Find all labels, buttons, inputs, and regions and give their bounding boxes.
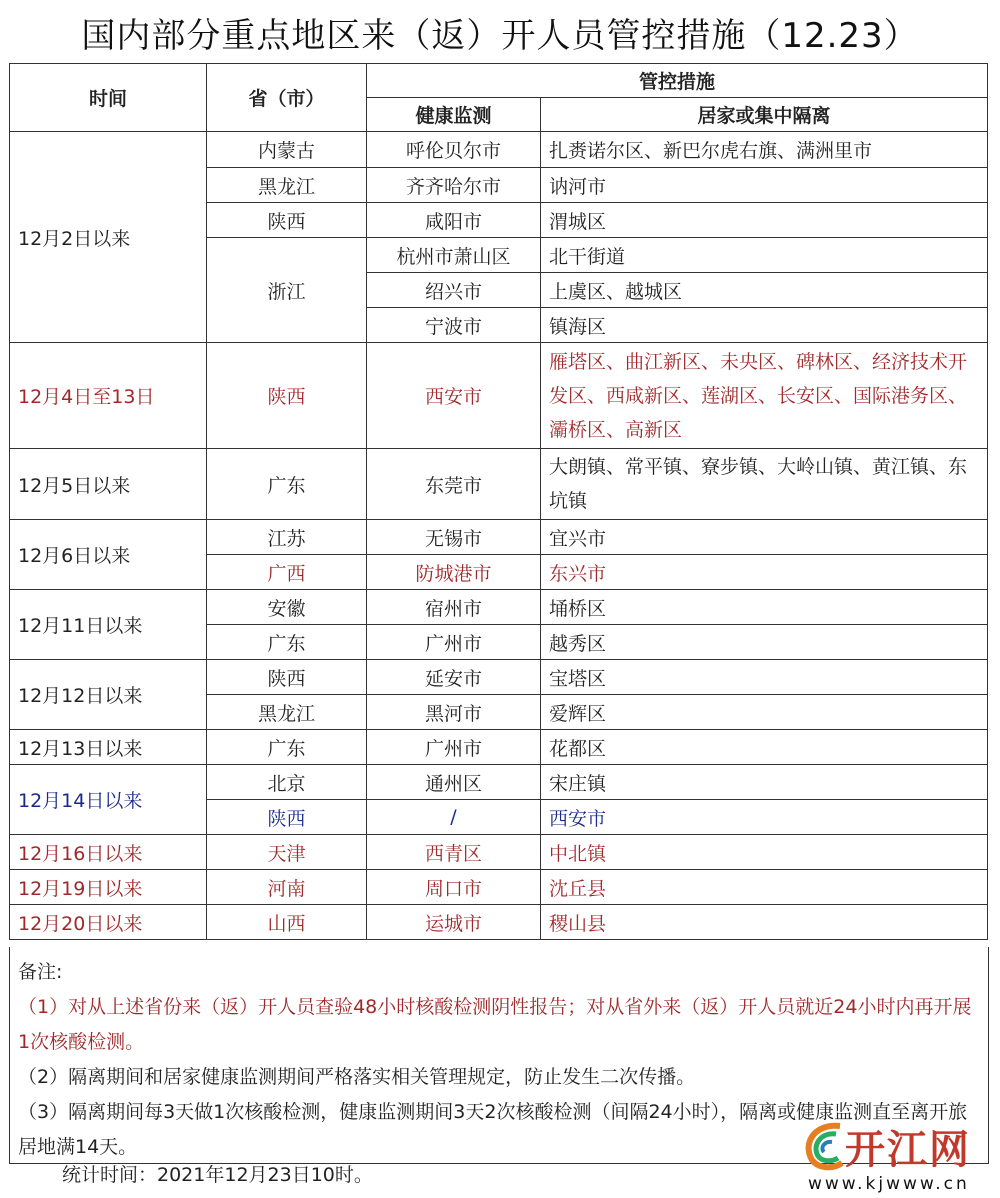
note-2: （2）隔离期间和居家健康监测期间严格落实相关管理规定，防止发生二次传播。 xyxy=(18,1066,696,1088)
cell-province: 天津 xyxy=(207,835,367,870)
cell-province: 陕西 xyxy=(207,800,367,835)
measures-table xyxy=(9,63,988,940)
cell-city: 齐齐哈尔市 xyxy=(367,168,541,203)
header-health: 健康监测 xyxy=(367,98,541,132)
cell-time: 12月12日以来 xyxy=(10,660,207,730)
watermark-url: www.kjwww.cn xyxy=(808,1174,970,1194)
cell-city: 延安市 xyxy=(367,660,541,695)
cell-city: 运城市 xyxy=(367,905,541,940)
cell-province: 广东 xyxy=(207,625,367,660)
watermark-logo-icon xyxy=(800,1118,850,1173)
cell-province: 陕西 xyxy=(207,343,367,449)
cell-area: 扎赉诺尔区、新巴尔虎右旗、满洲里市 xyxy=(541,132,988,168)
cell-area: 镇海区 xyxy=(541,308,988,343)
header-time: 时间 xyxy=(10,64,207,132)
cell-province: 陕西 xyxy=(207,660,367,695)
cell-city: 广州市 xyxy=(367,625,541,660)
cell-city: 宿州市 xyxy=(367,590,541,625)
cell-city: 杭州市萧山区 xyxy=(367,238,541,273)
table-row xyxy=(10,520,988,555)
table-row xyxy=(10,835,988,870)
cell-time: 12月4日至13日 xyxy=(10,343,207,449)
cell-city: 西青区 xyxy=(367,835,541,870)
table-row xyxy=(10,905,988,940)
cell-area: 花都区 xyxy=(541,730,988,765)
cell-area: 爱辉区 xyxy=(541,695,988,730)
stat-time: 统计时间：2021年12月23日10时。 xyxy=(62,1164,373,1186)
cell-city: 西安市 xyxy=(367,343,541,449)
cell-area: 西安市 xyxy=(541,800,988,835)
cell-province: 河南 xyxy=(207,870,367,905)
watermark-name: 开江网 xyxy=(845,1126,971,1173)
note-1: （1）对从上述省份来（返）开人员查验48小时核酸检测阴性报告；对从省外来（返）开人员就近24小时内再开展1次核酸检测。 xyxy=(18,996,972,1053)
cell-city: 咸阳市 xyxy=(367,203,541,238)
cell-area: 北干街道 xyxy=(541,238,988,273)
header-measures: 管控措施 xyxy=(367,64,988,98)
table-row xyxy=(10,730,988,765)
cell-province: 黑龙江 xyxy=(207,695,367,730)
table-row xyxy=(10,132,988,168)
cell-area: 宜兴市 xyxy=(541,520,988,555)
cell-city: 通州区 xyxy=(367,765,541,800)
table-row xyxy=(10,449,988,520)
header-province: 省（市） xyxy=(207,64,367,132)
cell-city: 呼伦贝尔市 xyxy=(367,132,541,168)
cell-city: 东莞市 xyxy=(367,449,541,520)
cell-time: 12月13日以来 xyxy=(10,730,207,765)
cell-time: 12月6日以来 xyxy=(10,520,207,590)
cell-area: 东兴市 xyxy=(541,555,988,590)
cell-area: 沈丘县 xyxy=(541,870,988,905)
cell-province: 山西 xyxy=(207,905,367,940)
cell-area: 宝塔区 xyxy=(541,660,988,695)
cell-province: 内蒙古 xyxy=(207,132,367,168)
note-3: （3）隔离期间每3天做1次核酸检测，健康监测期间3天2次核酸检测（间隔24小时），隔离或健康监测直至离开旅居地满14天。 xyxy=(18,1101,968,1158)
cell-province: 黑龙江 xyxy=(207,168,367,203)
cell-area: 埇桥区 xyxy=(541,590,988,625)
table-row xyxy=(10,343,988,449)
cell-area: 渭城区 xyxy=(541,203,988,238)
page-title: 国内部分重点地区来（返）开人员管控措施（12.23） xyxy=(81,16,919,56)
cell-city: / xyxy=(367,800,541,835)
cell-province: 江苏 xyxy=(207,520,367,555)
header-isolation: 居家或集中隔离 xyxy=(541,98,988,132)
cell-time: 12月20日以来 xyxy=(10,905,207,940)
cell-area: 越秀区 xyxy=(541,625,988,660)
cell-area: 雁塔区、曲江新区、未央区、碑林区、经济技术开发区、西咸新区、莲湖区、长安区、国际港务区、灞桥区、高新区 xyxy=(541,343,988,449)
cell-province: 广西 xyxy=(207,555,367,590)
cell-province: 广东 xyxy=(207,449,367,520)
cell-time: 12月2日以来 xyxy=(10,132,207,343)
cell-city: 黑河市 xyxy=(367,695,541,730)
cell-province: 浙江 xyxy=(207,238,367,343)
cell-province: 北京 xyxy=(207,765,367,800)
cell-city: 广州市 xyxy=(367,730,541,765)
table-row xyxy=(10,870,988,905)
cell-time: 12月19日以来 xyxy=(10,870,207,905)
cell-time: 12月16日以来 xyxy=(10,835,207,870)
cell-city: 防城港市 xyxy=(367,555,541,590)
notes-label: 备注: xyxy=(18,961,63,983)
cell-area: 稷山县 xyxy=(541,905,988,940)
table-row xyxy=(10,765,988,800)
cell-area: 宋庄镇 xyxy=(541,765,988,800)
cell-city: 绍兴市 xyxy=(367,273,541,308)
cell-time: 12月5日以来 xyxy=(10,449,207,520)
cell-city: 无锡市 xyxy=(367,520,541,555)
cell-area: 中北镇 xyxy=(541,835,988,870)
cell-area: 上虞区、越城区 xyxy=(541,273,988,308)
cell-province: 广东 xyxy=(207,730,367,765)
cell-time: 12月14日以来 xyxy=(10,765,207,835)
cell-time: 12月11日以来 xyxy=(10,590,207,660)
cell-province: 安徽 xyxy=(207,590,367,625)
cell-area: 大朗镇、常平镇、寮步镇、大岭山镇、黄江镇、东坑镇 xyxy=(541,449,988,520)
cell-city: 周口市 xyxy=(367,870,541,905)
cell-province: 陕西 xyxy=(207,203,367,238)
cell-city: 宁波市 xyxy=(367,308,541,343)
table-row xyxy=(10,660,988,695)
table-row xyxy=(10,590,988,625)
cell-area: 讷河市 xyxy=(541,168,988,203)
